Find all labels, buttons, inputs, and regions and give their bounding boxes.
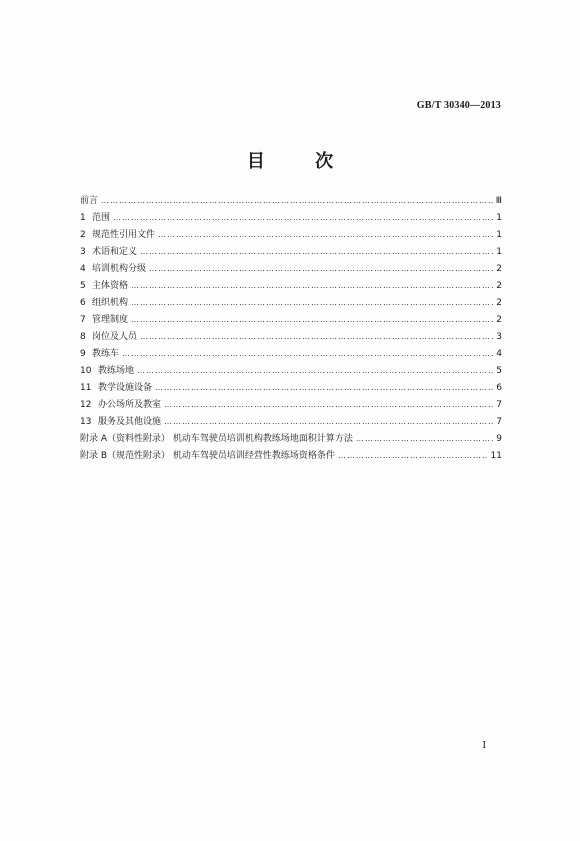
toc-leader-dots (149, 260, 493, 277)
toc-label: 教学设施设备 (98, 383, 153, 393)
toc-page-number: 1 (496, 247, 502, 257)
toc-item-1[interactable] (80, 209, 502, 226)
toc-page-number: 1 (496, 213, 502, 223)
standard-code: GB/T 30340—2013 (416, 100, 501, 111)
toc-title: 目 次 (246, 151, 356, 172)
toc-label: 教练车 (92, 349, 120, 359)
toc-item-4[interactable] (80, 260, 502, 277)
toc-item-12[interactable] (80, 396, 502, 413)
toc-page-number: Ⅲ (495, 196, 502, 206)
toc-leader-dots (356, 430, 493, 447)
toc-leader-dots (140, 328, 493, 345)
toc-section-number: 4 (80, 264, 86, 274)
toc-leader-dots (101, 192, 493, 209)
toc-label: 岗位及人员 (92, 332, 138, 342)
toc-item-appendix-a[interactable] (80, 430, 502, 447)
toc-label: 办公场所及教室 (98, 400, 162, 410)
toc-label: 附录 A（资料性附录） 机动车驾驶员培训机构教练场地面积计算方法 (80, 434, 353, 444)
toc-section-number: 2 (80, 230, 86, 240)
toc-label: 组织机构 (92, 298, 129, 308)
toc-label: 规范性引用文件 (92, 230, 156, 240)
toc-page-number: 2 (496, 298, 502, 308)
toc-section-number: 11 (80, 383, 92, 393)
toc-section-number: 8 (80, 332, 86, 342)
toc-leader-dots (158, 226, 493, 243)
toc-item-6[interactable] (80, 294, 502, 311)
toc-item-9[interactable] (80, 345, 502, 362)
toc-page-number: 3 (496, 332, 502, 342)
toc-leader-dots (131, 277, 493, 294)
toc-label: 术语和定义 (92, 247, 138, 257)
toc-leader-dots (164, 413, 493, 430)
toc-section-number: 7 (80, 315, 86, 325)
toc-item-13[interactable] (80, 413, 502, 430)
toc-label: 前言 (80, 196, 99, 206)
toc-page-number: 9 (496, 434, 502, 444)
toc-page-number: 7 (496, 400, 502, 410)
toc-leader-dots (338, 447, 488, 464)
toc-page-number: 11 (490, 451, 502, 461)
toc-label: 培训机构分级 (92, 264, 147, 274)
toc-item-11[interactable] (80, 379, 502, 396)
toc-label: 教练场地 (98, 366, 135, 376)
toc-section-number: 9 (80, 349, 86, 359)
toc-item-5[interactable] (80, 277, 502, 294)
toc-page-number: 6 (496, 383, 502, 393)
toc-leader-dots (155, 379, 493, 396)
toc-label: 管理制度 (92, 315, 129, 325)
toc-leader-dots (131, 311, 493, 328)
toc-section-number: 1 (80, 213, 86, 223)
toc-leader-dots (164, 396, 493, 413)
toc-section-number: 3 (80, 247, 86, 257)
toc-label: 附录 B（规范性附录） 机动车驾驶员培训经营性教练场资格条件 (80, 451, 335, 461)
toc-leader-dots (140, 243, 493, 260)
toc-page-number: 2 (496, 264, 502, 274)
toc-item-foreword[interactable] (80, 192, 502, 209)
toc-label: 服务及其他设施 (98, 417, 162, 427)
toc-item-appendix-b[interactable] (80, 447, 502, 464)
toc-item-2[interactable] (80, 226, 502, 243)
toc-item-8[interactable] (80, 328, 502, 345)
toc-label: 范围 (92, 213, 111, 223)
toc-item-7[interactable] (80, 311, 502, 328)
toc-page-number: 4 (496, 349, 502, 359)
toc-leader-dots (113, 209, 493, 226)
toc-page-number: 1 (496, 230, 502, 240)
toc-label: 主体资格 (92, 281, 129, 291)
footer-page-number: Ⅰ (482, 741, 486, 751)
table-of-contents (80, 192, 502, 464)
toc-leader-dots (122, 345, 493, 362)
toc-page-number: 7 (496, 417, 502, 427)
toc-page-number: 2 (496, 315, 502, 325)
toc-section-number: 10 (80, 366, 92, 376)
toc-item-10[interactable] (80, 362, 502, 379)
toc-section-number: 5 (80, 281, 86, 291)
toc-section-number: 6 (80, 298, 86, 308)
toc-section-number: 13 (80, 417, 92, 427)
toc-page-number: 2 (496, 281, 502, 291)
toc-item-3[interactable] (80, 243, 502, 260)
toc-section-number: 12 (80, 400, 92, 410)
toc-leader-dots (137, 362, 493, 379)
toc-page-number: 5 (496, 366, 502, 376)
toc-leader-dots (131, 294, 493, 311)
